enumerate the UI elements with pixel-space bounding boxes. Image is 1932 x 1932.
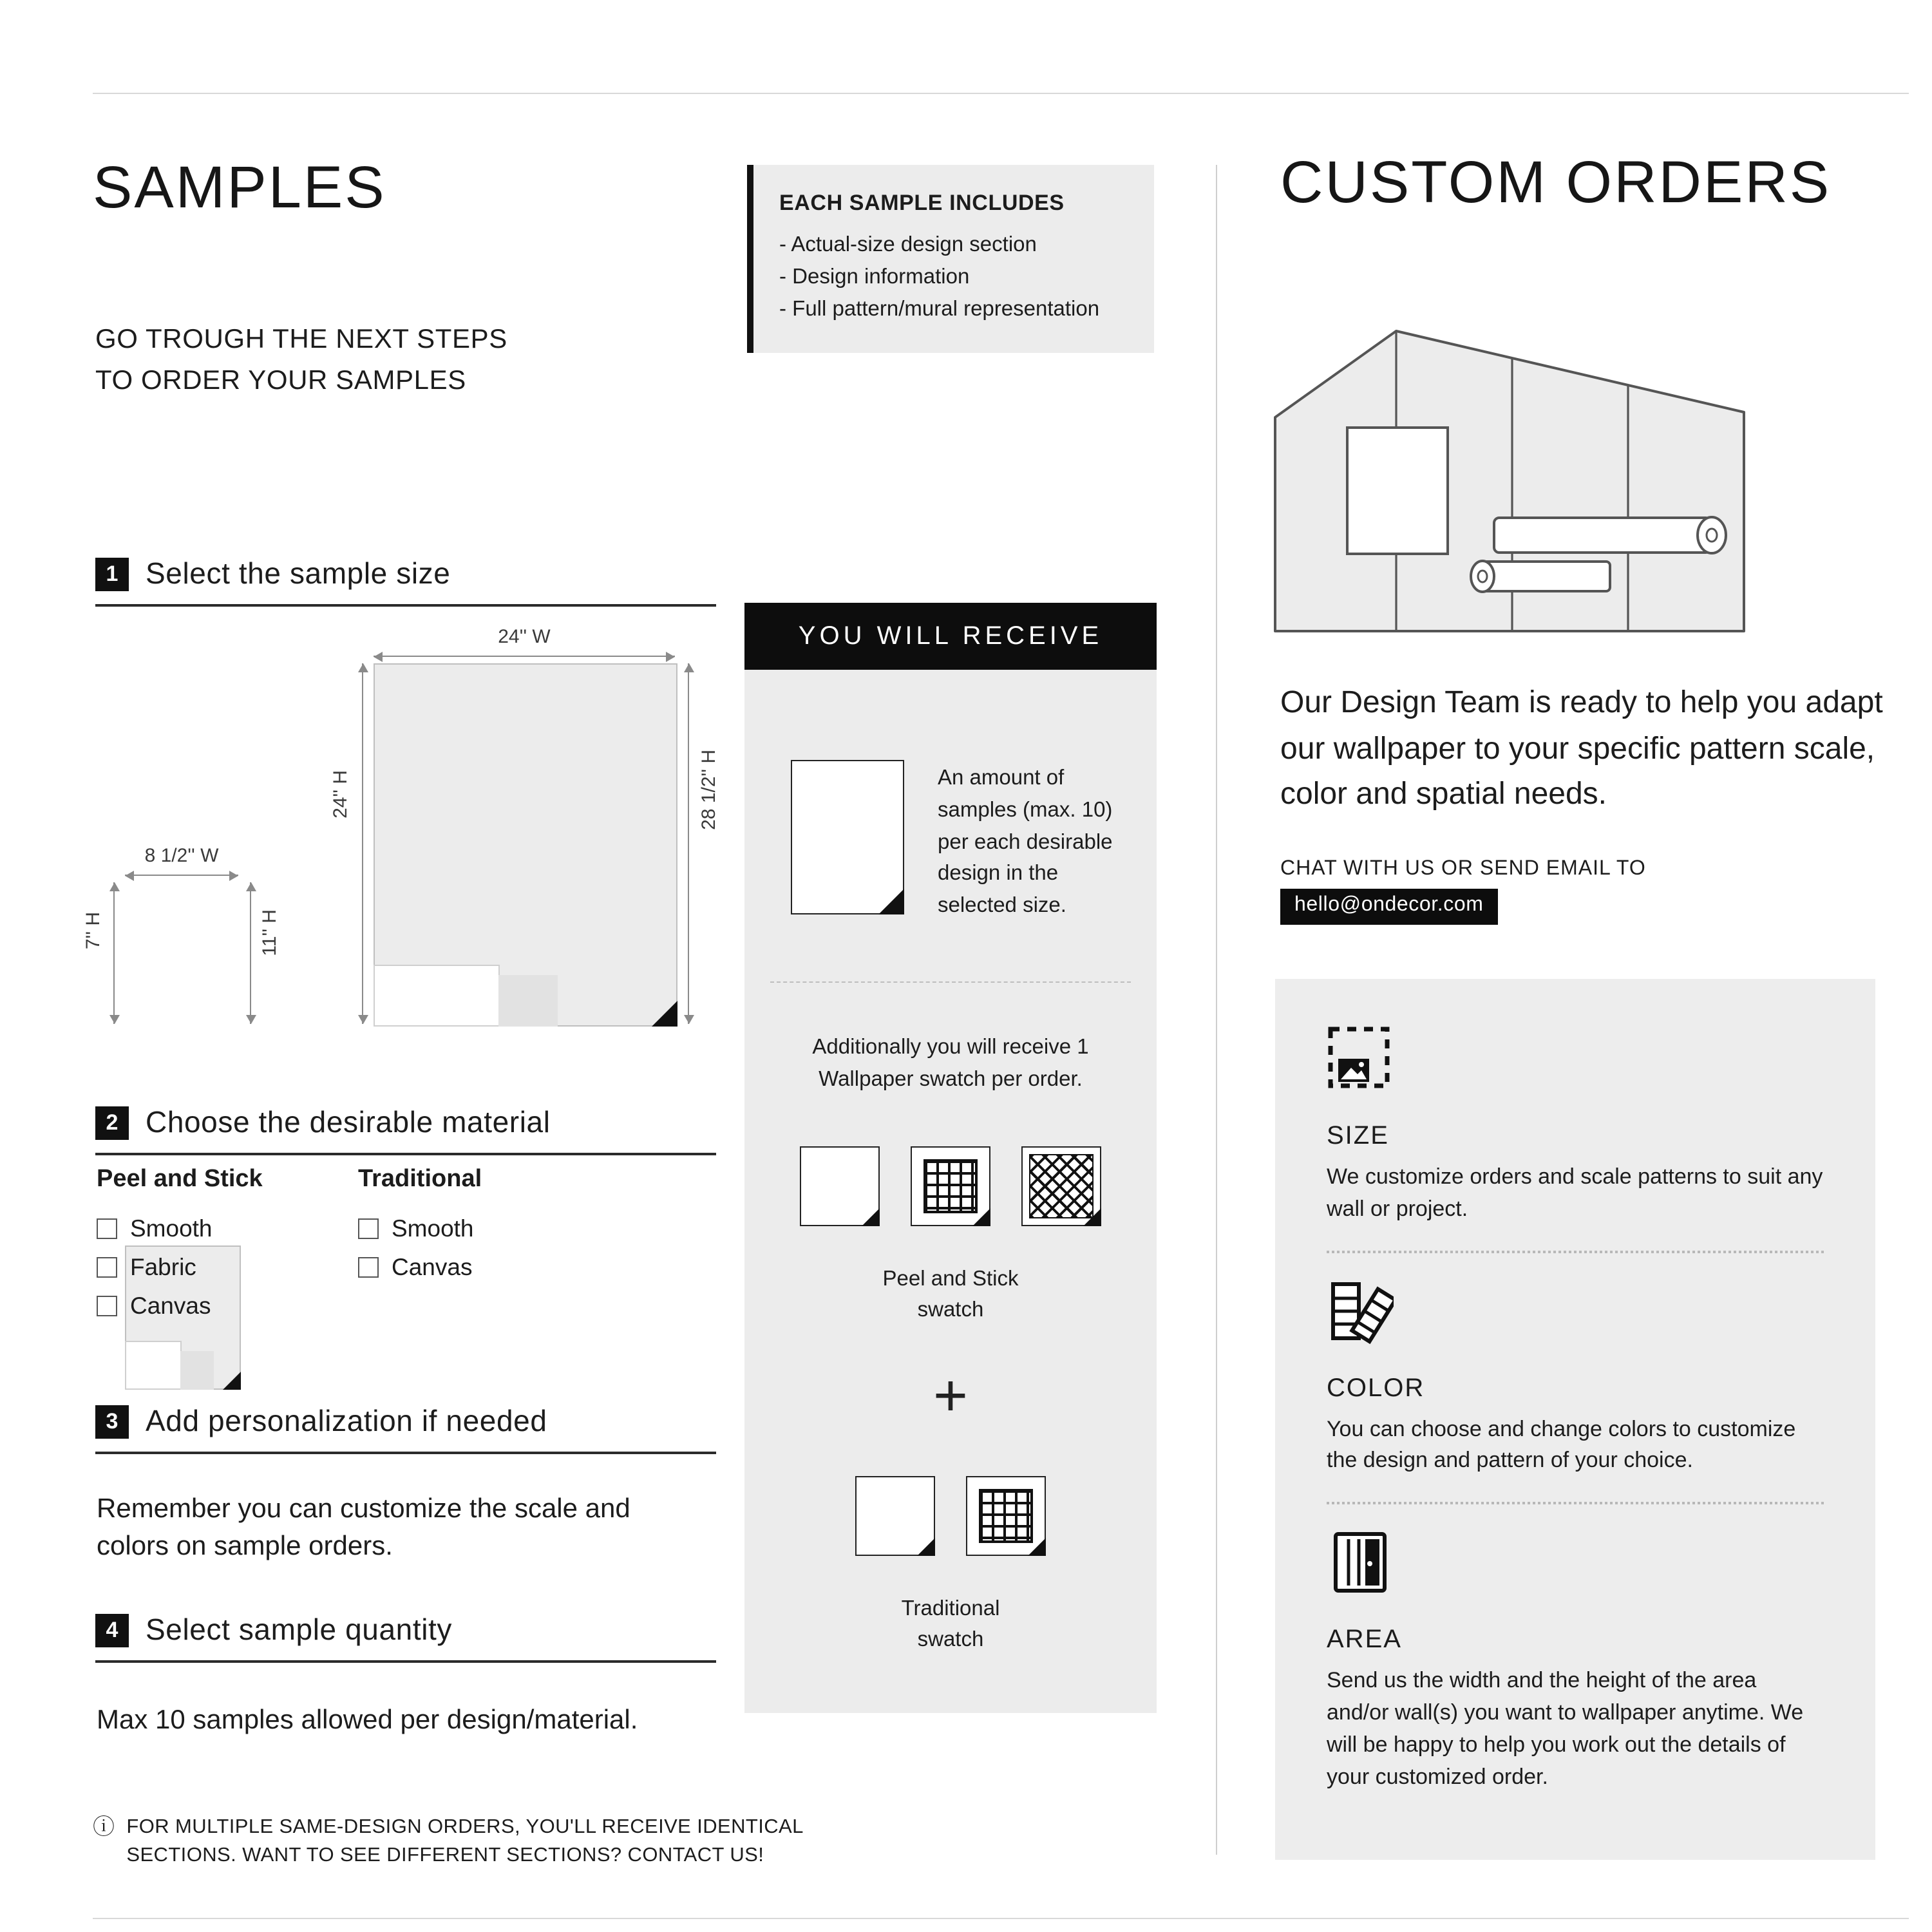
checkbox-icon[interactable]	[358, 1257, 379, 1278]
option-label: Canvas	[392, 1253, 473, 1280]
small-right-height-label: 11'' H	[259, 909, 281, 956]
includes-item: - Actual-size design section	[779, 233, 1037, 256]
traditional-swatch-row	[744, 1476, 1157, 1556]
includes-title: EACH SAMPLE INCLUDES	[779, 191, 1065, 215]
step-1-badge: 1	[95, 557, 129, 591]
peel-swatch-row	[744, 1147, 1157, 1227]
plus-sign: +	[933, 1361, 968, 1429]
step-2-label: Choose the desirable material	[146, 1105, 551, 1139]
chat-label: CHAT WITH US OR SEND EMAIL TO	[1280, 858, 1646, 880]
area-door-icon	[1327, 1530, 1394, 1596]
grid-pattern	[923, 1160, 978, 1214]
large-left-height-arrow	[362, 663, 363, 1024]
option-label: Fabric	[130, 1253, 196, 1280]
feature-size-text: We customize orders and scale patterns to suit any wall or project.	[1327, 1164, 1823, 1221]
top-divider	[93, 93, 1909, 94]
you-will-receive-header: YOU WILL RECEIVE	[744, 603, 1157, 670]
samples-intro	[95, 319, 507, 401]
peel-and-stick-title: Peel and Stick	[97, 1166, 263, 1193]
custom-orders-title: CUSTOM ORDERS	[1280, 148, 1832, 215]
house-wallpaper-illustration	[1273, 327, 1752, 639]
option-label: Smooth	[392, 1215, 474, 1242]
feature-area-text: Send us the width and the height of the area and/or wall(s) you want to wallpaper anytime. We will be happy to help you work out the details of your customized order.	[1327, 1668, 1804, 1789]
sample-amount-text: An amount of samples (max. 10) per each desirable design in the selected size.	[938, 766, 1113, 917]
width-arrow	[125, 875, 238, 876]
step-1-label: Select the sample size	[146, 556, 451, 590]
grid-swatch-icon	[966, 1476, 1046, 1556]
sample-amount-row	[744, 670, 1157, 922]
small-right-height-arrow	[250, 882, 251, 1024]
large-width-label: 24'' W	[498, 626, 551, 648]
additionally-text: Additionally you will receive 1 Wallpaper swatch per order.	[812, 1035, 1089, 1090]
checkbox-icon[interactable]	[358, 1218, 379, 1239]
info-icon: ⓘ	[93, 1815, 115, 1839]
feature-size	[1327, 1025, 1824, 1226]
large-right-height-label: 28 1/2'' H	[698, 750, 720, 830]
step-2-header	[95, 1105, 716, 1155]
material-peel-and-stick	[97, 1166, 263, 1325]
includes-item: - Full pattern/mural representation	[779, 297, 1100, 320]
custom-orders-features-panel	[1275, 979, 1875, 1860]
large-left-height-label: 24'' H	[330, 770, 352, 819]
crosshatch-pattern	[1029, 1155, 1094, 1219]
peel-swatch-label-line1: Peel and Stick	[882, 1267, 1019, 1291]
bottom-divider	[93, 1918, 1909, 1919]
dotted-divider	[1327, 1502, 1824, 1505]
large-sample-width-dimension	[374, 626, 675, 657]
feature-area	[1327, 1530, 1824, 1794]
dotted-divider	[1327, 1250, 1824, 1253]
width-arrow	[374, 656, 675, 657]
step-3-header	[95, 1404, 716, 1454]
peel-swatch-label	[744, 1265, 1157, 1327]
feature-color-text: You can choose and change colors to customize the design and pattern of your choice.	[1327, 1416, 1796, 1473]
peel-swatch-label-line2: swatch	[917, 1298, 984, 1322]
sample-section-inset-2	[498, 975, 558, 1027]
footnote-line2: SECTIONS. WANT TO SEE DIFFERENT SECTIONS? CONTACT US!	[126, 1844, 764, 1867]
samples-intro-line2: TO ORDER YOUR SAMPLES	[95, 365, 466, 395]
option-fabric[interactable]	[97, 1248, 263, 1287]
traditional-swatch-label-line1: Traditional	[901, 1597, 1000, 1621]
feature-color-title: COLOR	[1327, 1374, 1425, 1403]
option-label: Smooth	[130, 1215, 213, 1242]
small-left-height-arrow	[113, 882, 115, 1024]
crosshatch-swatch-icon	[1021, 1147, 1101, 1227]
custom-orders-intro: Our Design Team is ready to help you adapt our wallpaper to your specific pattern scale, color and spatial needs.	[1280, 685, 1883, 812]
footnote	[93, 1814, 804, 1871]
grid-pattern	[979, 1489, 1033, 1543]
step-4-badge: 4	[95, 1613, 129, 1647]
you-will-receive-panel	[744, 603, 1157, 1713]
option-label: Canvas	[130, 1292, 211, 1319]
small-left-height-label: 7'' H	[82, 912, 104, 950]
color-swatches-icon	[1327, 1277, 1394, 1344]
large-right-height-arrow	[688, 663, 689, 1024]
sample-section-inset	[374, 965, 500, 1027]
option-smooth[interactable]	[97, 1209, 263, 1248]
column-divider	[1216, 165, 1217, 1855]
step-1-header	[95, 556, 716, 607]
blank-swatch-icon	[800, 1147, 880, 1227]
material-traditional	[358, 1166, 482, 1287]
step-3-label: Add personalization if needed	[146, 1404, 547, 1437]
size-selection-icon	[1327, 1025, 1394, 1092]
grid-swatch-icon	[911, 1147, 990, 1227]
checkbox-icon[interactable]	[97, 1257, 117, 1278]
email-link[interactable]: hello@ondecor.com	[1280, 889, 1498, 925]
personalization-note: Remember you can customize the scale and colors on sample orders.	[97, 1494, 630, 1562]
feature-area-title: AREA	[1327, 1625, 1402, 1654]
option-canvas[interactable]	[358, 1248, 482, 1287]
samples-title: SAMPLES	[93, 153, 386, 220]
large-sample-diagram	[374, 663, 677, 1027]
each-sample-includes-box	[747, 165, 1154, 354]
feature-color	[1327, 1277, 1824, 1477]
traditional-title: Traditional	[358, 1166, 482, 1193]
checkbox-icon[interactable]	[97, 1296, 117, 1316]
samples-intro-line1: GO TROUGH THE NEXT STEPS	[95, 325, 507, 354]
feature-size-title: SIZE	[1327, 1122, 1389, 1150]
step-3-badge: 3	[95, 1405, 129, 1438]
step-4-label: Select sample quantity	[146, 1613, 453, 1646]
blank-swatch-icon	[855, 1476, 935, 1556]
option-canvas[interactable]	[97, 1287, 263, 1325]
step-4-header	[95, 1613, 716, 1663]
quantity-note: Max 10 samples allowed per design/material.	[97, 1705, 638, 1735]
sample-section-inset	[125, 1341, 182, 1390]
footnote-line1: FOR MULTIPLE SAME-DESIGN ORDERS, YOU'LL RECEIVE IDENTICAL	[126, 1816, 804, 1838]
option-smooth[interactable]	[358, 1209, 482, 1248]
sample-sheet-icon	[791, 760, 904, 914]
dashed-divider	[770, 981, 1131, 983]
traditional-swatch-label-line2: swatch	[917, 1628, 984, 1652]
checkbox-icon[interactable]	[97, 1218, 117, 1239]
small-sample-width-dimension	[125, 845, 238, 876]
step-2-badge: 2	[95, 1106, 129, 1139]
includes-item: - Design information	[779, 265, 970, 289]
sample-section-inset-2	[180, 1351, 214, 1390]
traditional-swatch-label	[744, 1595, 1157, 1656]
small-width-label: 8 1/2'' W	[144, 845, 219, 867]
